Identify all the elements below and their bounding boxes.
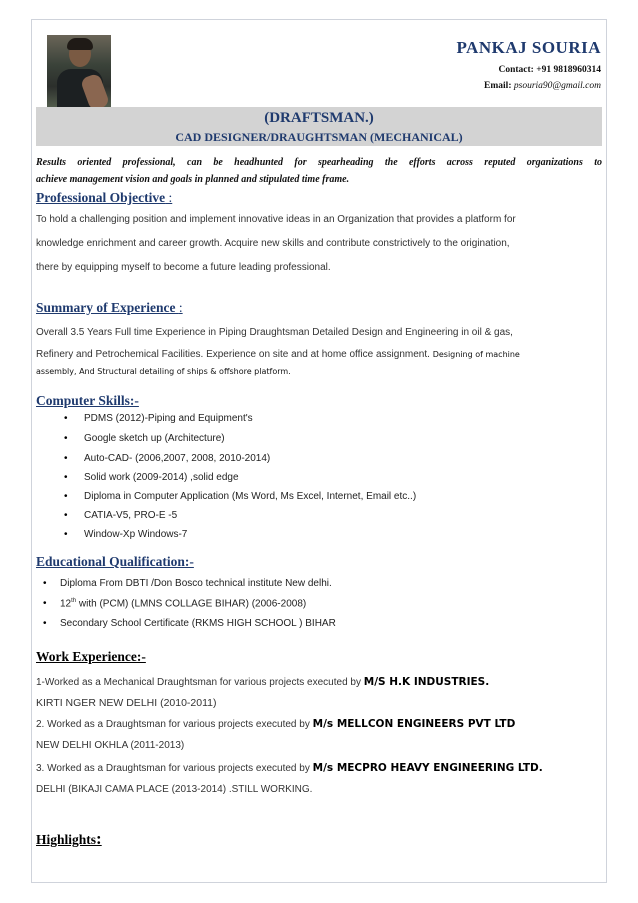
skill-text: Google sketch up (Architecture) <box>84 433 225 444</box>
skill-item <box>64 413 253 424</box>
work-company: M/s MELLCON ENGINEERS PVT LTD <box>312 718 516 730</box>
objective-line: there by equipping myself to become a future leading professional. <box>36 262 331 273</box>
work-heading: Work Experience:- <box>36 649 146 664</box>
work-location: DELHI (BIKAJI CAMA PLACE (2013-2014) .STILL WORKING. <box>36 784 313 795</box>
objective-line: knowledge enrichment and career growth. Acquire new skills and contribute constrictively to the origination, <box>36 238 510 249</box>
tagline-line: achieve management vision and goals in planned and stipulated time frame. <box>36 173 350 185</box>
skill-text: PDMS (2012)-Piping and Equipment's <box>84 413 253 424</box>
work-line <box>36 676 489 688</box>
bullet-icon: • <box>43 618 47 629</box>
education-text-sup: th <box>71 598 77 604</box>
bullet-icon: • <box>64 433 68 444</box>
bullet-icon: • <box>64 453 68 464</box>
work-text: 1-Worked as a Mechanical Draughtsman for various projects executed by <box>36 677 364 688</box>
email-line <box>484 81 601 91</box>
bullet-icon: • <box>64 529 68 540</box>
education-text-post: with (PCM) (LMNS COLLAGE BIHAR) (2006-2008) <box>76 598 307 610</box>
highlights-colon: : <box>96 829 102 848</box>
summary-line <box>36 349 520 360</box>
objective-heading-text: Professional Objective <box>36 190 166 205</box>
summary-heading-text: Summary of Experience <box>36 300 176 315</box>
objective-colon: : <box>168 190 173 205</box>
skill-text: Window-Xp Windows-7 <box>84 529 188 540</box>
skill-item <box>64 453 271 464</box>
candidate-name: PANKAJ SOURIA <box>456 38 601 57</box>
skill-item <box>64 510 178 521</box>
education-text: Secondary School Certificate (RKMS HIGH SCHOOL ) BIHAR <box>60 618 336 629</box>
skill-text: Auto-CAD- (2006,2007, 2008, 2010-2014) <box>84 453 271 464</box>
subtitle-band: CAD DESIGNER/DRAUGHTSMAN (MECHANICAL) <box>36 129 602 146</box>
skill-text: CATIA-V5, PRO-E -5 <box>84 510 178 521</box>
skills-heading: Computer Skills:- <box>36 393 139 408</box>
work-location: KIRTI NGER NEW DELHI (2010-2011) <box>36 697 217 709</box>
work-company: M/S H.K INDUSTRIES. <box>363 676 490 688</box>
skill-item <box>64 529 188 540</box>
work-line <box>36 718 515 730</box>
work-line <box>36 762 543 774</box>
skill-text: Solid work (2009-2014) ,solid edge <box>84 472 239 483</box>
summary-heading <box>36 300 183 316</box>
contact-value: +91 9818960314 <box>536 65 601 75</box>
work-company: M/s MECPRO HEAVY ENGINEERING LTD. <box>312 762 543 774</box>
education-item <box>43 598 307 610</box>
email-value: psouria90@gmail.com <box>513 81 601 91</box>
work-text: 3. Worked as a Draughtsman for various projects executed by <box>36 763 313 774</box>
title-band: (DRAFTSMAN.) <box>36 107 602 129</box>
summary-line-part: Refinery and Petrochemical Facilities. Experience on site and at home office assignment. <box>36 349 433 360</box>
summary-line-part: Designing of machine <box>432 350 520 359</box>
contact-line <box>498 65 601 75</box>
tagline <box>36 155 602 188</box>
education-heading: Educational Qualification:- <box>36 554 194 569</box>
education-item <box>43 578 332 589</box>
education-text-pre: 12 <box>60 598 72 610</box>
skill-item <box>64 472 239 483</box>
skill-text: Diploma in Computer Application (Ms Word, Ms Excel, Internet, Email etc..) <box>84 491 417 502</box>
email-label: Email: <box>484 81 512 91</box>
highlights-heading <box>36 829 102 849</box>
bullet-icon: • <box>43 578 47 589</box>
page-border <box>31 19 607 883</box>
photo-hair <box>67 38 93 50</box>
bullet-icon: • <box>64 491 68 502</box>
skill-item <box>64 491 417 502</box>
bullet-icon: • <box>64 413 68 424</box>
bullet-icon: • <box>43 598 47 609</box>
objective-line: To hold a challenging position and implement innovative ideas in an Organization that provides a platform for <box>36 214 516 225</box>
highlights-heading-text: Highlights <box>36 832 97 847</box>
summary-line: Overall 3.5 Years Full time Experience in Piping Draughtsman Detailed Design and Engineering in oil & gas, <box>36 327 513 338</box>
bullet-icon: • <box>64 510 68 521</box>
contact-label: Contact: <box>498 65 534 75</box>
education-item <box>43 618 336 629</box>
work-text: 2. Worked as a Draughtsman for various projects executed by <box>36 719 313 730</box>
tagline-line: Results oriented professional, can be headhunted for spearheading the efforts across reputed organizations to <box>36 157 602 168</box>
education-text: Diploma From DBTI /Don Bosco technical institute New delhi. <box>60 578 332 589</box>
summary-line: assembly, And Structural detailing of ships & offshore platform. <box>36 367 291 376</box>
work-location: NEW DELHI OKHLA (2011-2013) <box>36 740 185 751</box>
summary-colon: : <box>178 300 183 315</box>
skill-item <box>64 433 225 444</box>
objective-heading <box>36 190 172 206</box>
bullet-icon: • <box>64 472 68 483</box>
